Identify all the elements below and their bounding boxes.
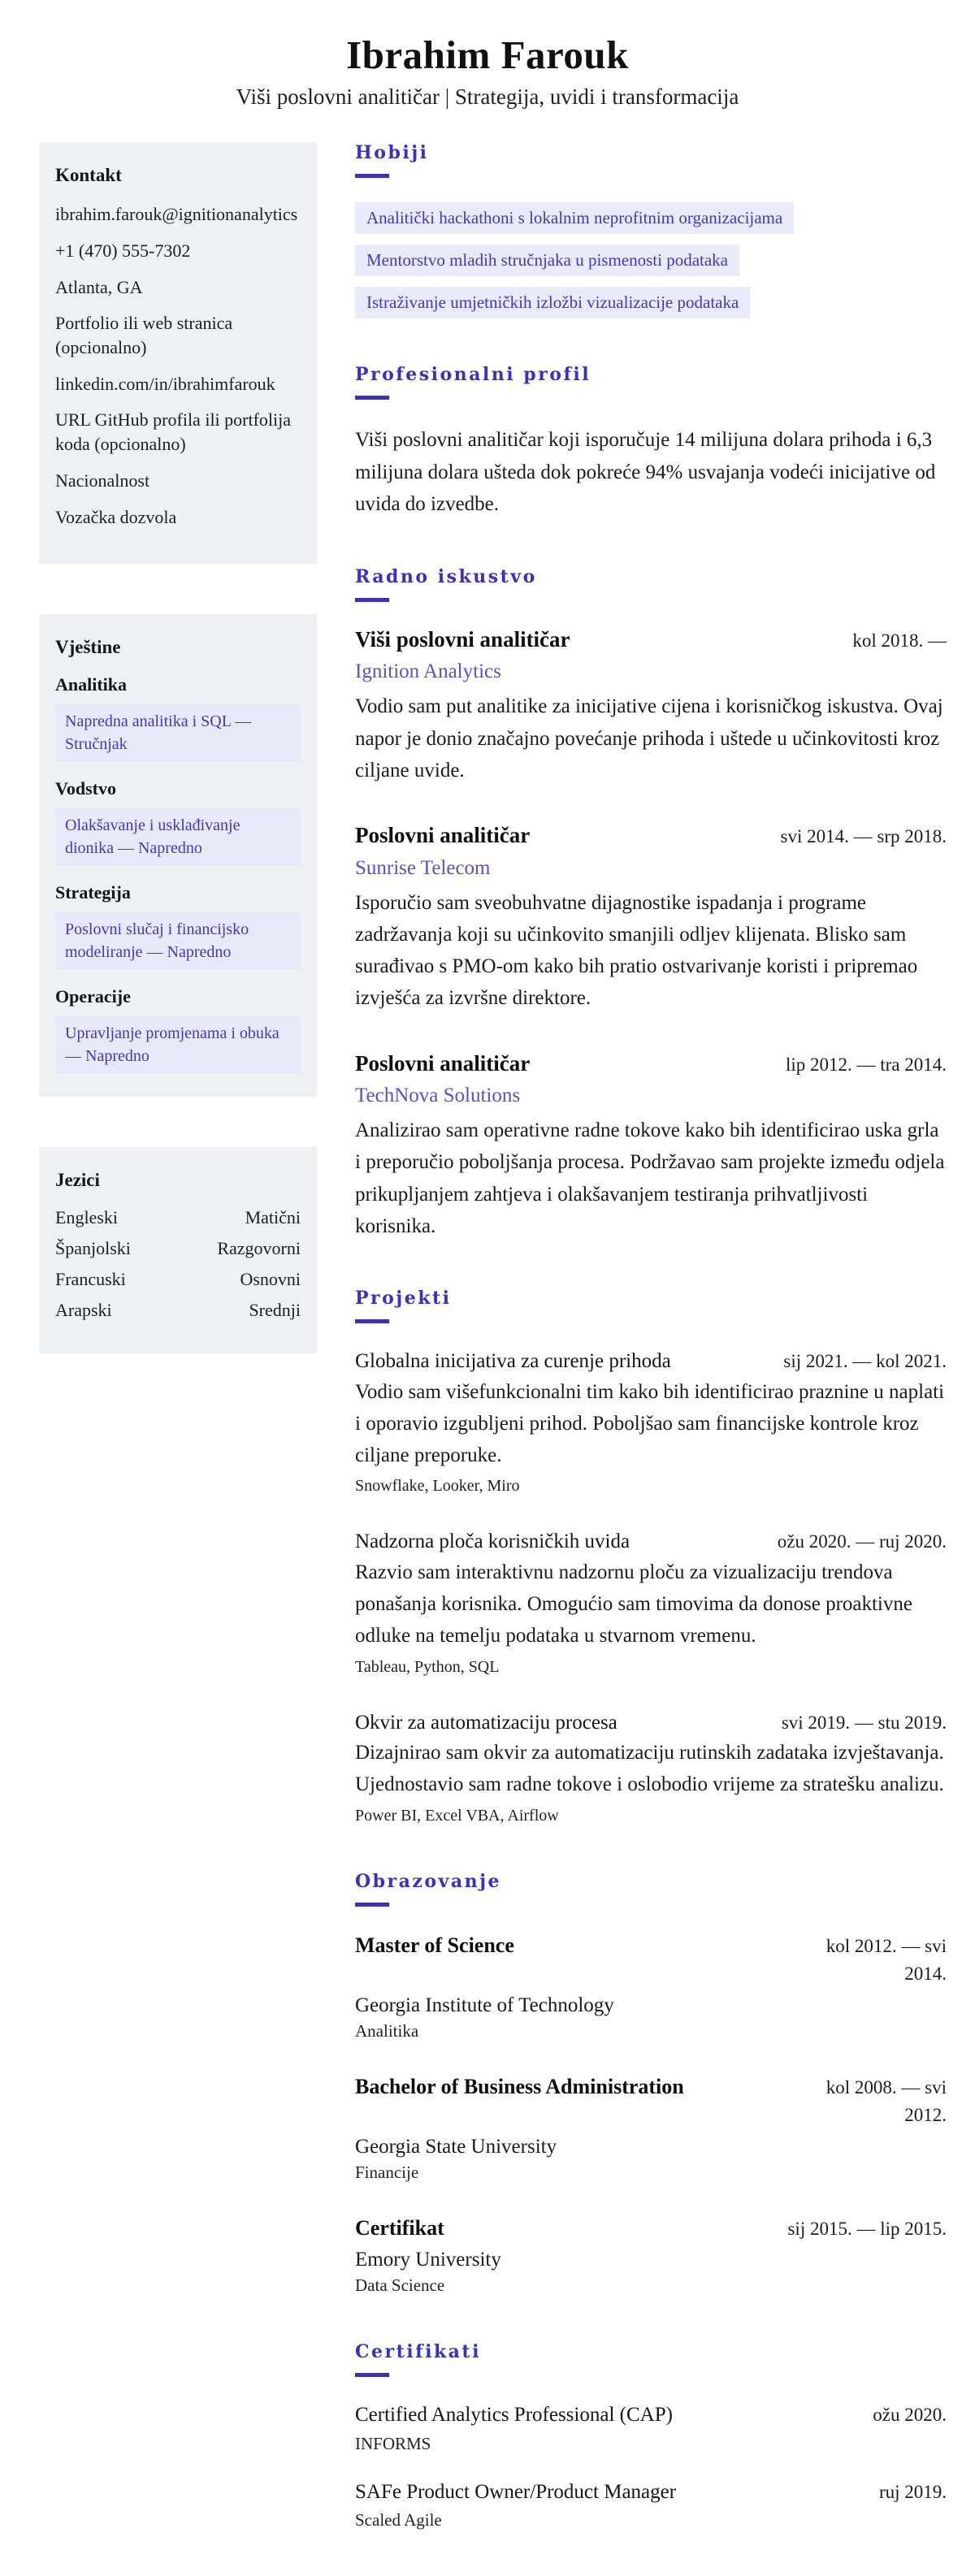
languages-section [39, 1147, 317, 1353]
resume-subtitle: Viši poslovni analitičar | Strategija, uvidi i transformacija [236, 84, 739, 110]
experience-heading: Radno iskustvo [355, 565, 537, 587]
job-company: Sunrise Telecom [355, 856, 491, 879]
job-entry [355, 1050, 947, 1243]
education-entry [355, 2214, 947, 2297]
certifications-section [355, 2341, 947, 2531]
project-dates: svi 2019. — stu 2019. [781, 1712, 947, 1733]
job-header-row [355, 1050, 947, 1080]
projects-section [355, 1288, 947, 1825]
education-entry [355, 1931, 947, 2041]
degree-title: Master of Science [355, 1933, 514, 1957]
contact-item-linkedin: linkedin.com/in/ibrahimfarouk [55, 373, 275, 394]
education-dates: kol 2008. — svi 2012. [826, 2076, 947, 2126]
job-entry [355, 822, 947, 1015]
experience-section [355, 566, 947, 1242]
main-column [355, 142, 947, 2576]
hobby-pill: Mentorstvo mladih stručnjaka u pismenosti podataka [355, 245, 739, 276]
project-dates: ožu 2020. — ruj 2020. [777, 1531, 947, 1552]
job-title: Poslovni analitičar [355, 1050, 531, 1076]
certification-name: Certified Analytics Professional (CAP) [355, 2404, 673, 2427]
language-row [55, 1300, 301, 1321]
certification-header-row [355, 2401, 947, 2430]
language-name: Engleski [55, 1207, 118, 1228]
skill-category: Operacije [55, 986, 131, 1007]
education-heading: Obrazovanje [355, 1870, 502, 1892]
project-title: Okvir za automatizaciju procesa [355, 1711, 618, 1734]
project-tools: Snowflake, Looker, Miro [355, 1477, 520, 1496]
degree-title: Certifikat [355, 2215, 444, 2240]
degree-title: Bachelor of Business Administration [355, 2074, 684, 2098]
education-header-row [355, 1931, 947, 1989]
hobby-pill: Istraživanje umjetničkih izložbi vizualizacije podataka [355, 287, 750, 318]
job-entry [355, 626, 947, 786]
heading-underline [355, 1903, 389, 1907]
project-entry [355, 1348, 947, 1496]
certification-name: SAFe Product Owner/Product Manager [355, 2480, 677, 2503]
language-level: Razgovorni [217, 1238, 301, 1259]
school-name: Emory University [355, 2249, 501, 2271]
education-dates: kol 2012. — svi 2014. [826, 1935, 947, 1985]
hobbies-heading: Hobiji [355, 142, 429, 164]
project-description: Vodio sam višefunkcionalni tim kako bih identificirao praznine u naplati i oporavio izgubljeni prihod. Poboljšao sam financijske kontrole kroz ciljane preporuke. [355, 1380, 945, 1467]
job-dates: lip 2012. — tra 2014. [785, 1054, 947, 1075]
skills-title: Vještine [55, 637, 121, 658]
heading-underline [355, 1319, 389, 1323]
contact-item-nationality: Nacionalnost [55, 470, 150, 491]
projects-heading: Projekti [355, 1288, 452, 1310]
education-header-row [355, 2072, 947, 2130]
project-dates: sij 2021. — kol 2021. [783, 1351, 947, 1372]
heading-underline [355, 2373, 389, 2377]
hobby-pill: Analitički hackathoni s lokalnim neprofitnim organizacijama [355, 202, 794, 234]
languages-title: Jezici [55, 1170, 100, 1191]
contact-item-email: ibrahim.farouk@ignitionanalytics [55, 204, 298, 225]
school-name: Georgia Institute of Technology [355, 1994, 614, 2016]
job-header-row [355, 822, 947, 851]
contact-title: Kontakt [55, 165, 122, 186]
language-row [55, 1238, 301, 1259]
certification-issuer: INFORMS [355, 2433, 431, 2453]
language-row [55, 1269, 301, 1290]
certification-date: ožu 2020. [873, 2405, 947, 2426]
certification-entry [355, 2479, 947, 2531]
resume-body [0, 110, 975, 2576]
project-header-row [355, 1528, 947, 1556]
project-tools: Tableau, Python, SQL [355, 1657, 500, 1676]
project-title: Nadzorna ploča korisničkih uvida [355, 1530, 630, 1553]
project-entry [355, 1709, 947, 1825]
education-section [355, 1871, 947, 2297]
contact-item-location: Atlanta, GA [55, 276, 143, 297]
school-name: Georgia State University [355, 2135, 557, 2158]
skill-pill: Napredna analitika i SQL — Stručnjak [55, 704, 301, 762]
contact-item-portfolio: Portfolio ili web stranica (opcionalno) [55, 313, 233, 358]
field-of-study: Analitika [355, 2020, 419, 2041]
job-title: Viši poslovni analitičar [355, 626, 570, 652]
heading-underline [355, 598, 389, 602]
certification-date: ruj 2019. [878, 2481, 947, 2502]
project-header-row [355, 1348, 947, 1376]
certifications-heading: Certifikati [355, 2341, 481, 2363]
education-header-row [355, 2214, 947, 2244]
project-header-row [355, 1709, 947, 1738]
profile-heading: Profesionalni profil [355, 364, 592, 386]
education-entry [355, 2072, 947, 2183]
job-company: Ignition Analytics [355, 660, 501, 683]
certification-issuer: Scaled Agile [355, 2510, 442, 2531]
language-level: Osnovni [240, 1269, 301, 1290]
skill-pill: Olakšavanje i usklađivanje dionika — Napredno [55, 807, 301, 866]
language-row [55, 1207, 301, 1228]
hobbies-section [355, 142, 947, 318]
language-level: Matični [245, 1207, 301, 1228]
profile-text: Viši poslovni analitičar koji isporučuje 14 milijuna dolara prihoda i 6,3 milijuna dolara ušteda dok pokreće 94% usvajanja vodeći inicijative od uvida do izvedbe. [355, 429, 936, 516]
resume-header [0, 0, 975, 110]
skills-section [39, 614, 317, 1097]
job-dates: svi 2014. — srp 2018. [780, 826, 947, 847]
heading-underline [355, 174, 389, 178]
language-name: Francuski [55, 1269, 126, 1290]
job-company: TechNova Solutions [355, 1085, 521, 1107]
job-description: Analizirao sam operativne radne tokove kako bih identificirao uska grla i preporučio poboljšanja procesa. Podržavao sam projekte između odjela prikupljanjem zahtjeva i olakšavanjem testiranja prihvatljivosti korisnika. [355, 1119, 945, 1237]
education-dates: sij 2015. — lip 2015. [787, 2218, 947, 2239]
skill-pill: Upravljanje promjenama i obuka — Napredno [55, 1015, 301, 1074]
skill-category: Vodstvo [55, 778, 116, 799]
resume-name: Ibrahim Farouk [346, 32, 629, 77]
language-level: Srednji [249, 1300, 301, 1321]
job-header-row [355, 626, 947, 656]
certification-header-row [355, 2479, 947, 2507]
contact-item-phone: +1 (470) 555-7302 [55, 240, 191, 262]
contact-item-drivers-license: Vozačka dozvola [55, 506, 177, 527]
project-tools: Power BI, Excel VBA, Airflow [355, 1806, 559, 1825]
job-dates: kol 2018. — [852, 630, 947, 651]
contact-section [39, 142, 317, 564]
project-entry [355, 1528, 947, 1676]
field-of-study: Data Science [355, 2275, 445, 2296]
contact-item-github: URL GitHub profila ili portfolija koda (opcionalno) [55, 409, 292, 455]
profile-section [355, 364, 947, 521]
project-title: Globalna inicijativa za curenje prihoda [355, 1350, 671, 1373]
sidebar [39, 142, 317, 1404]
certification-entry [355, 2401, 947, 2454]
field-of-study: Financije [355, 2162, 419, 2182]
heading-underline [355, 396, 389, 400]
project-description: Razvio sam interaktivnu nadzornu ploču za vizualizaciju trendova ponašanja korisnika. Omogućio sam timovima da donose proaktivne odluke na temelju podataka u stvarnom vremenu. [355, 1561, 912, 1647]
skill-pill: Poslovni slučaj i financijsko modeliranje — Napredno [55, 911, 301, 970]
skill-category: Analitika [55, 674, 128, 695]
job-title: Poslovni analitičar [355, 823, 531, 848]
skill-category: Strategija [55, 882, 131, 903]
project-description: Dizajnirao sam okvir za automatizaciju rutinskih zadataka izvještavanja. Ujednostavio sam radne tokove i oslobodio vrijeme za stratešku analizu. [355, 1742, 944, 1796]
language-name: Španjolski [55, 1238, 131, 1259]
job-description: Vodio sam put analitike za inicijative cijena i korisničkog iskustva. Ovaj napor je donio značajno povećanje prihoda i uštede u učinkovitosti kroz ciljane uvide. [355, 695, 943, 781]
language-name: Arapski [55, 1300, 112, 1321]
job-description: Isporučio sam sveobuhvatne dijagnostike ispadanja i programe zadržavanja koji su učinkovito smanjili odljev klijenata. Blisko sam surađivao s PMO-om kako bih pratio ostvarivanje koristi i pripremao izvješća za izvršne direktore. [355, 891, 918, 1010]
